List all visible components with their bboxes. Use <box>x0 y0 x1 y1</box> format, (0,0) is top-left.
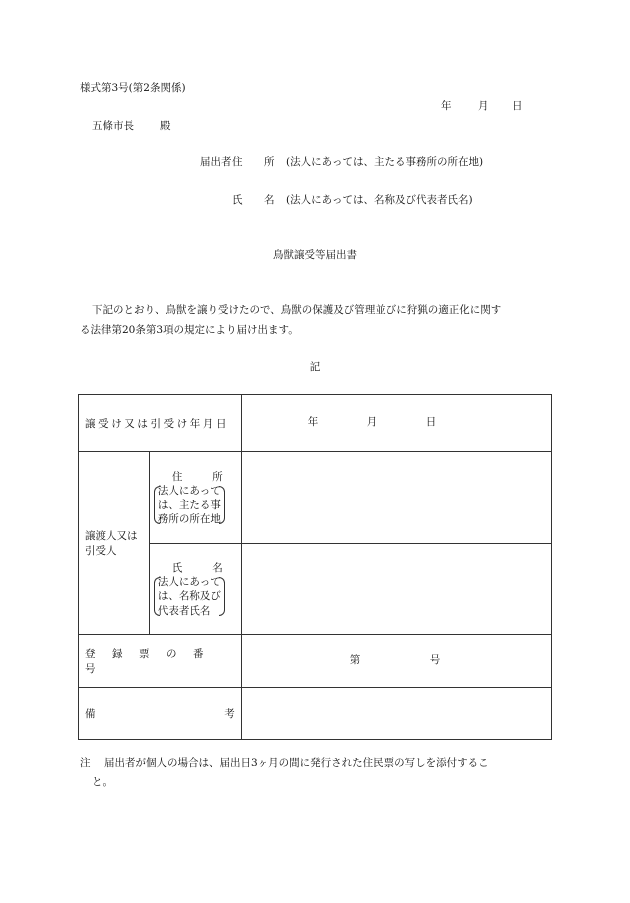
applicant-address-label-2: 所 <box>264 156 275 168</box>
name-label-2: 名 <box>212 562 223 575</box>
party-label-line-2: 引受人 <box>85 545 117 557</box>
remarks-label <box>85 706 235 721</box>
date-value-cell <box>241 395 551 452</box>
registration-label: 登録票の番号 <box>85 648 220 675</box>
party-label-line-1: 譲渡人又は <box>85 530 138 542</box>
note-line-2: と。 <box>92 776 113 788</box>
applicant-name-label-2: 名 <box>264 194 275 206</box>
note-label: 注 <box>80 757 91 769</box>
address-label-2: 所 <box>212 470 223 483</box>
date-row <box>79 395 552 452</box>
table-date-month: 月 <box>366 416 378 428</box>
remarks-label-cell <box>79 688 242 740</box>
name-label-1: 氏 <box>171 562 183 575</box>
body-text-line-1: 下記のとおり、鳥獣を譲り受けたので、鳥獣の保護及び管理並びに狩猟の適正化に関す <box>92 304 502 316</box>
registration-value-cell[interactable] <box>241 635 551 688</box>
form-number: 様式第3号(第2条関係) <box>80 82 186 94</box>
body-text-line-2: る法律第20条第3項の規定により届け出ます。 <box>80 324 299 336</box>
date-month-label: 月 <box>478 100 489 112</box>
name-note-line-2: は、名称及び <box>157 590 221 603</box>
applicant-label: 届出者 <box>200 156 232 168</box>
date-day-label: 日 <box>512 100 523 112</box>
address-label-cell <box>149 452 241 544</box>
applicant-name-label-1: 氏 <box>232 194 243 206</box>
registration-prefix: 第 <box>349 654 361 666</box>
table-date-year: 年 <box>307 416 319 428</box>
addressee: 五條市長 <box>92 120 134 132</box>
registration-suffix: 号 <box>429 654 441 666</box>
name-note-line-3: 代表者氏名 <box>157 604 211 617</box>
remarks-label-1: 備 <box>85 708 96 720</box>
applicant-address-label-1: 住 <box>232 156 243 168</box>
document-title: 鳥獣譲受等届出書 <box>273 249 357 261</box>
ki-marker: 記 <box>309 361 321 373</box>
party-label-cell <box>79 452 150 635</box>
name-label <box>154 560 237 575</box>
name-note-line-1: 法人にあって <box>157 576 221 589</box>
address-note <box>154 484 225 527</box>
address-label <box>154 469 237 484</box>
remarks-row <box>79 688 552 740</box>
address-note-line-2: は、主たる事 <box>157 498 221 511</box>
record-table <box>78 394 552 740</box>
name-label-cell <box>149 544 241 635</box>
date-year-label: 年 <box>441 100 452 112</box>
name-row <box>79 544 552 635</box>
applicant-name-note: (法人にあっては、名称及び代表者氏名) <box>286 194 473 206</box>
address-note-line-1: 法人にあって <box>157 484 221 497</box>
address-row <box>79 452 552 544</box>
note-line-1: 届出者が個人の場合は、届出日3ヶ月の間に発行された住民票の写しを添付するこ <box>104 757 489 769</box>
honorific: 殿 <box>160 120 171 132</box>
address-value-cell[interactable] <box>241 452 551 544</box>
address-note-line-3: 務所の所在地 <box>157 513 221 526</box>
remarks-label-2: 考 <box>224 708 235 720</box>
registration-label-cell <box>79 635 242 688</box>
remarks-value-cell[interactable] <box>241 688 551 740</box>
applicant-address-note: (法人にあっては、主たる事務所の所在地) <box>286 156 484 168</box>
date-label-text: 譲受け又は引受け年月日 <box>85 417 230 430</box>
name-value-cell[interactable] <box>241 544 551 635</box>
date-label <box>85 416 235 431</box>
name-note <box>154 575 225 618</box>
date-label-cell <box>79 395 242 452</box>
address-label-1: 住 <box>171 470 183 483</box>
registration-row <box>79 635 552 688</box>
table-date-day: 日 <box>425 416 437 428</box>
